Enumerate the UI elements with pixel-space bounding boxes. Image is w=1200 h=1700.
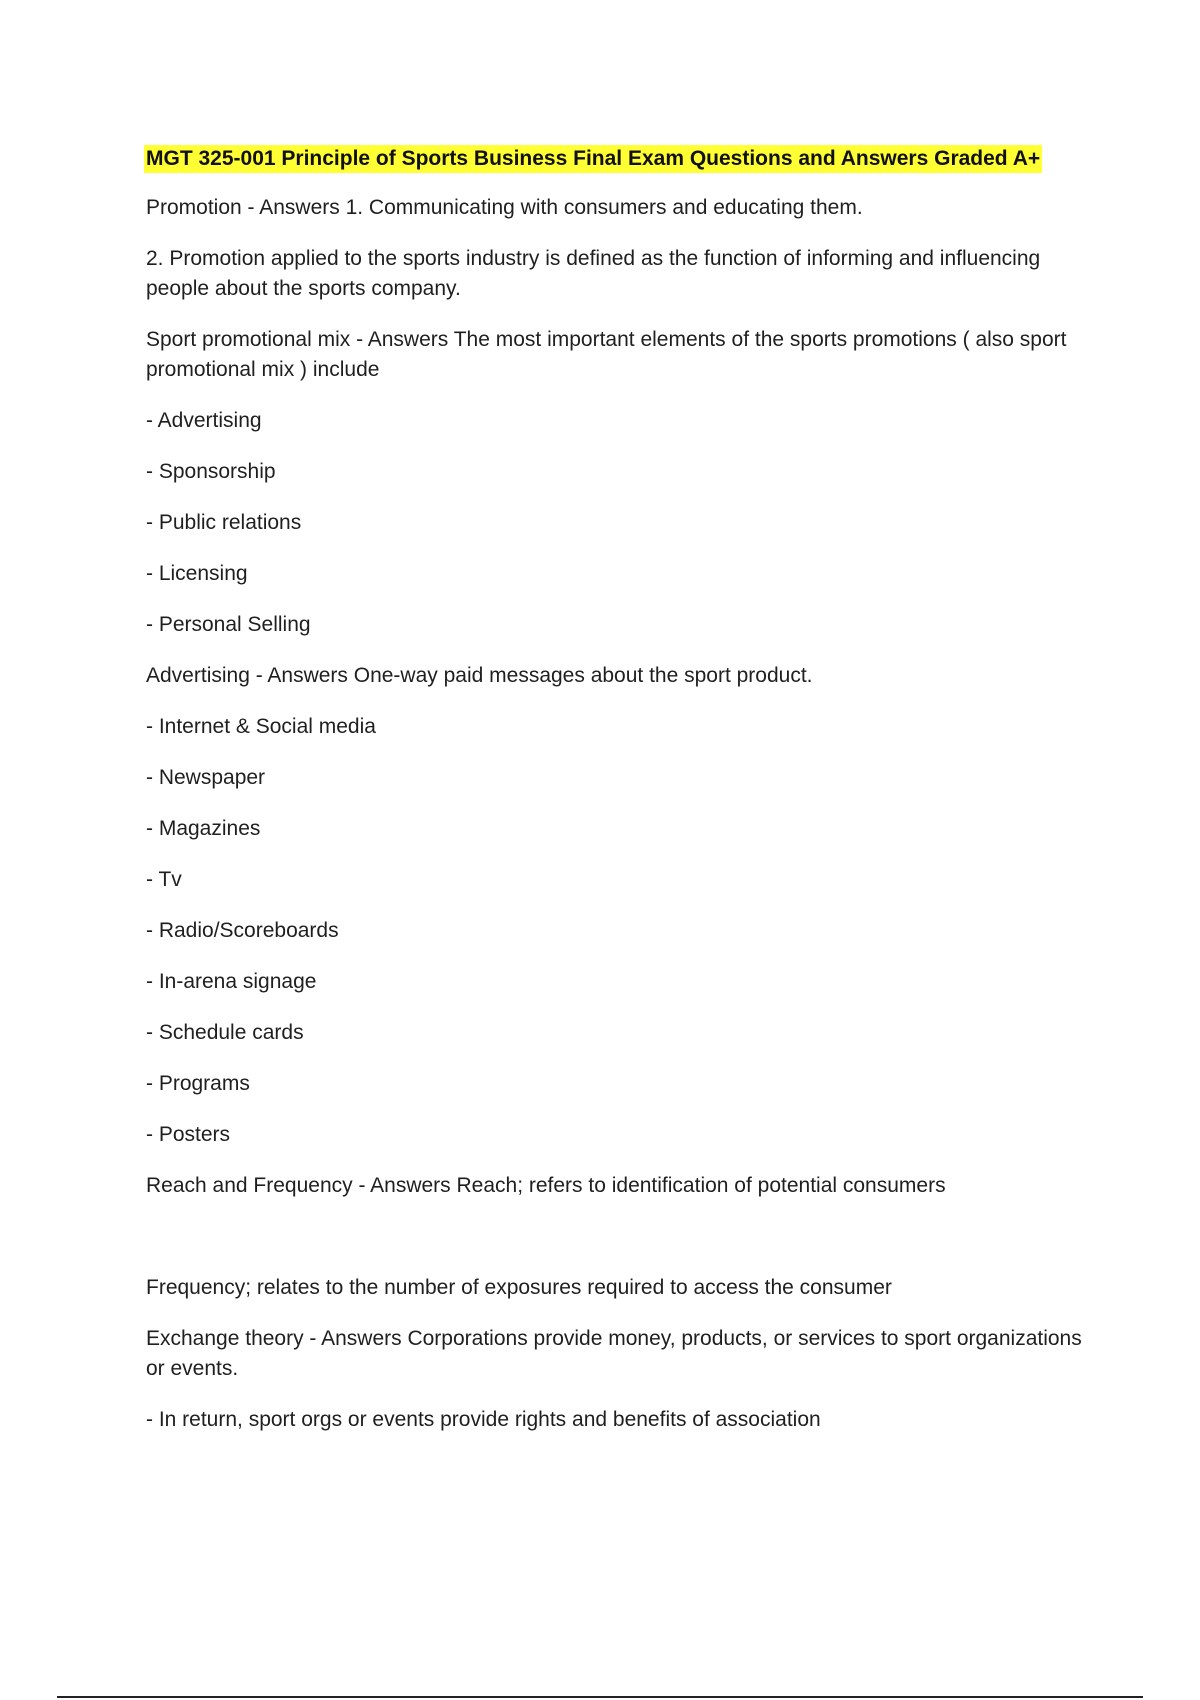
list-item: - Advertising	[146, 409, 262, 432]
list-item: - Personal Selling	[146, 613, 311, 636]
list-item: - Tv	[146, 868, 182, 891]
list-item: - Newspaper	[146, 766, 266, 789]
list-item: - In-arena signage	[146, 970, 317, 993]
list-item: - Internet & Social media	[146, 715, 376, 738]
paragraph-frequency: Frequency; relates to the number of exposures required to access the consumer	[146, 1276, 892, 1299]
list-item: - Radio/Scoreboards	[146, 919, 339, 942]
blank-line	[146, 1222, 1086, 1273]
paragraph-advertising: Advertising - Answers One-way paid messages about the sport product.	[146, 664, 813, 687]
paragraph-promotion-definition: 2. Promotion applied to the sports industry is defined as the function of informing and influencing people about the sports company.	[146, 247, 1041, 300]
list-item: - Posters	[146, 1123, 231, 1146]
page-bottom-rule	[57, 1696, 1143, 1698]
document-body	[146, 145, 1086, 1456]
list-item: - In return, sport orgs or events provide rights and benefits of association	[146, 1408, 821, 1431]
list-item: - Magazines	[146, 817, 261, 840]
list-item: - Sponsorship	[146, 460, 276, 483]
paragraph-promotion: Promotion - Answers 1. Communicating with consumers and educating them.	[146, 196, 863, 219]
paragraph-promotional-mix: Sport promotional mix - Answers The most important elements of the sports promotions ( also sport promotional mix ) include	[146, 328, 1067, 381]
document-title: MGT 325-001 Principle of Sports Business Final Exam Questions and Answers Graded A+	[144, 145, 1042, 173]
paragraph-reach-frequency: Reach and Frequency - Answers Reach; refers to identification of potential consumers	[146, 1174, 946, 1197]
list-item: - Public relations	[146, 511, 302, 534]
list-item: - Schedule cards	[146, 1021, 304, 1044]
list-item: - Licensing	[146, 562, 248, 585]
list-item: - Programs	[146, 1072, 250, 1095]
paragraph-exchange-theory: Exchange theory - Answers Corporations provide money, products, or services to sport organizations or events.	[146, 1327, 1082, 1380]
